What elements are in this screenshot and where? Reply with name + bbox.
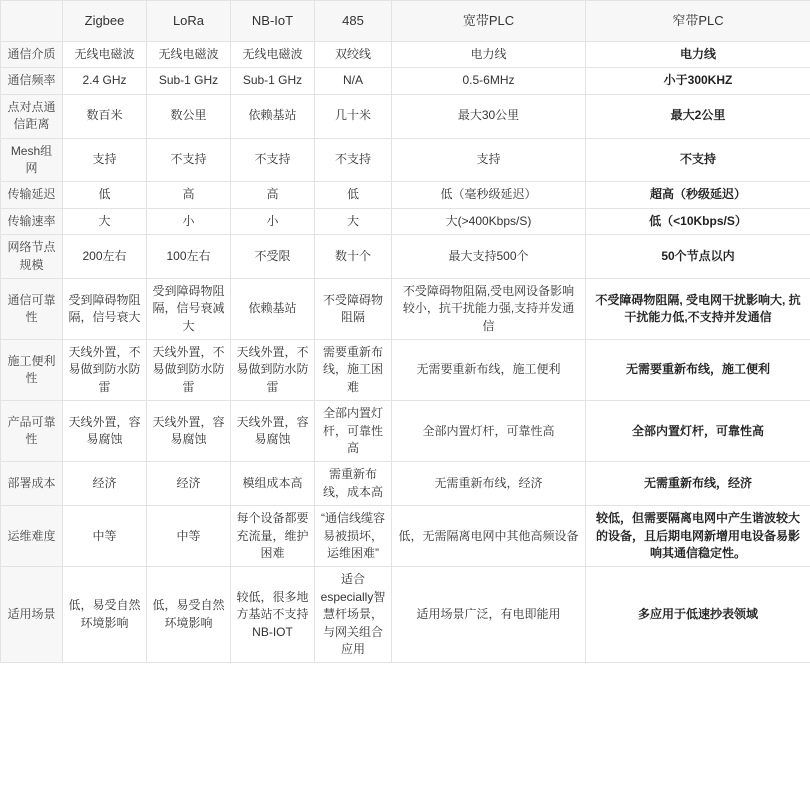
- row-header: 传输延迟: [1, 182, 63, 208]
- table-cell: 大: [63, 208, 147, 234]
- table-cell: 50个节点以内: [586, 235, 810, 279]
- table-cell: 不支持: [231, 138, 315, 182]
- table-cell: 低: [315, 182, 392, 208]
- table-row: [1, 235, 810, 279]
- table-cell: 不支持: [147, 138, 231, 182]
- table-cell: “通信线缆容易被损坏，运维困难”: [315, 506, 392, 567]
- table-cell: 多应用于低速抄表领域: [586, 567, 810, 663]
- row-header: 部署成本: [1, 462, 63, 506]
- table-cell: 最大支持500个: [392, 235, 586, 279]
- table-header-row: [1, 1, 810, 42]
- table-cell: 需重新布线，成本高: [315, 462, 392, 506]
- table-cell: 依赖基站: [231, 278, 315, 339]
- row-header: 产品可靠性: [1, 401, 63, 462]
- table-row: [1, 182, 810, 208]
- table-cell: 低，易受自然环境影响: [147, 567, 231, 663]
- table-row: [1, 278, 810, 339]
- table-cell: 中等: [63, 506, 147, 567]
- table-cell: 小: [147, 208, 231, 234]
- table-cell: 天线外置，容易腐蚀: [63, 401, 147, 462]
- table-cell: 数十个: [315, 235, 392, 279]
- table-cell: 低，易受自然环境影响: [63, 567, 147, 663]
- table-cell: 无线电磁波: [63, 42, 147, 68]
- table-cell: 需要重新布线，施工困难: [315, 340, 392, 401]
- table-row: [1, 94, 810, 138]
- table-cell: 小于300KHZ: [586, 68, 810, 94]
- table-cell: 超高（秒级延迟）: [586, 182, 810, 208]
- table-cell: 2.4 GHz: [63, 68, 147, 94]
- table-cell: 数公里: [147, 94, 231, 138]
- table-cell: 天线外置，容易腐蚀: [147, 401, 231, 462]
- table-cell: 无需要重新布线，施工便利: [392, 340, 586, 401]
- table-cell: 天线外置，不易做到防水防雷: [231, 340, 315, 401]
- table-cell: 小: [231, 208, 315, 234]
- row-header: 点对点通信距离: [1, 94, 63, 138]
- column-header-lora: LoRa: [147, 1, 231, 42]
- table-cell: 高: [231, 182, 315, 208]
- table-row: [1, 208, 810, 234]
- table-row: [1, 567, 810, 663]
- table-cell: 不受障碍物阻隔: [315, 278, 392, 339]
- row-header: Mesh组网: [1, 138, 63, 182]
- table-cell: 全部内置灯杆，可靠性高: [392, 401, 586, 462]
- row-header: 施工便利性: [1, 340, 63, 401]
- table-cell: 数百米: [63, 94, 147, 138]
- table-cell: 不受障碍物阻隔,受电网设备影响较小，抗干扰能力强,支持并发通信: [392, 278, 586, 339]
- table-cell: 100左右: [147, 235, 231, 279]
- table-cell: 低，无需隔离电网中其他高频设备: [392, 506, 586, 567]
- table-cell: Sub-1 GHz: [147, 68, 231, 94]
- table-row: [1, 42, 810, 68]
- row-header: 通信可靠性: [1, 278, 63, 339]
- table-cell: 全部内置灯杆，可靠性高: [315, 401, 392, 462]
- table-cell: 依赖基站: [231, 94, 315, 138]
- table-cell: 全部内置灯杆，可靠性高: [586, 401, 810, 462]
- table-cell: 经济: [63, 462, 147, 506]
- row-header: 适用场景: [1, 567, 63, 663]
- table-row: [1, 462, 810, 506]
- table-cell: 无需要重新布线，施工便利: [586, 340, 810, 401]
- table-cell: 低（毫秒级延迟）: [392, 182, 586, 208]
- table-cell: N/A: [315, 68, 392, 94]
- table-cell: 适合especially智慧杆场景，与网关组合应用: [315, 567, 392, 663]
- table-corner-cell: [1, 1, 63, 42]
- column-header-485: 485: [315, 1, 392, 42]
- table-cell: 模组成本高: [231, 462, 315, 506]
- table-cell: 高: [147, 182, 231, 208]
- row-header: 网络节点规模: [1, 235, 63, 279]
- table-cell: 不支持: [586, 138, 810, 182]
- table-cell: 较低，但需要隔离电网中产生谐波较大的设备，且后期电网新增用电设备易影响其通信稳定性。: [586, 506, 810, 567]
- table-cell: 最大2公里: [586, 94, 810, 138]
- column-header-nbiot: NB-IoT: [231, 1, 315, 42]
- table-header: [1, 1, 810, 42]
- table-row: [1, 138, 810, 182]
- table-cell: 天线外置，不易做到防水防雷: [147, 340, 231, 401]
- table-cell: 大(>400Kbps/S): [392, 208, 586, 234]
- table-row: [1, 506, 810, 567]
- table-cell: 几十米: [315, 94, 392, 138]
- table-cell: 电力线: [586, 42, 810, 68]
- table-cell: 最大30公里: [392, 94, 586, 138]
- table-cell: 低（<10Kbps/S）: [586, 208, 810, 234]
- table-cell: 无需重新布线，经济: [586, 462, 810, 506]
- table-cell: 经济: [147, 462, 231, 506]
- row-header: 通信频率: [1, 68, 63, 94]
- table-cell: 天线外置，容易腐蚀: [231, 401, 315, 462]
- table-cell: 较低，很多地方基站不支持NB-IOT: [231, 567, 315, 663]
- table-cell: 支持: [63, 138, 147, 182]
- table-cell: 无线电磁波: [147, 42, 231, 68]
- row-header: 运维难度: [1, 506, 63, 567]
- table-cell: 中等: [147, 506, 231, 567]
- column-header-zigbee: Zigbee: [63, 1, 147, 42]
- table-cell: 受到障碍物阻隔，信号衰大: [63, 278, 147, 339]
- table-cell: 电力线: [392, 42, 586, 68]
- table-cell: 双绞线: [315, 42, 392, 68]
- table-body: [1, 42, 810, 663]
- table-cell: 天线外置，不易做到防水防雷: [63, 340, 147, 401]
- table-row: [1, 340, 810, 401]
- table-cell: 无需重新布线，经济: [392, 462, 586, 506]
- table-cell: 不受限: [231, 235, 315, 279]
- table-cell: 200左右: [63, 235, 147, 279]
- table-cell: 0.5-6MHz: [392, 68, 586, 94]
- table-cell: 不受障碍物阻隔, 受电网干扰影响大, 抗干扰能力低,不支持并发通信: [586, 278, 810, 339]
- table-cell: 每个设备都要充流量，维护困难: [231, 506, 315, 567]
- table-row: [1, 401, 810, 462]
- row-header: 传输速率: [1, 208, 63, 234]
- table-cell: 无线电磁波: [231, 42, 315, 68]
- column-header-broadband-plc: 宽带PLC: [392, 1, 586, 42]
- table-cell: 低: [63, 182, 147, 208]
- column-header-narrowband-plc: 窄带PLC: [586, 1, 810, 42]
- row-header: 通信介质: [1, 42, 63, 68]
- table-cell: 受到障碍物阻隔，信号衰减大: [147, 278, 231, 339]
- table-cell: 适用场景广泛，有电即能用: [392, 567, 586, 663]
- table-cell: 支持: [392, 138, 586, 182]
- table-cell: Sub-1 GHz: [231, 68, 315, 94]
- table-cell: 不支持: [315, 138, 392, 182]
- table-cell: 大: [315, 208, 392, 234]
- table-row: [1, 68, 810, 94]
